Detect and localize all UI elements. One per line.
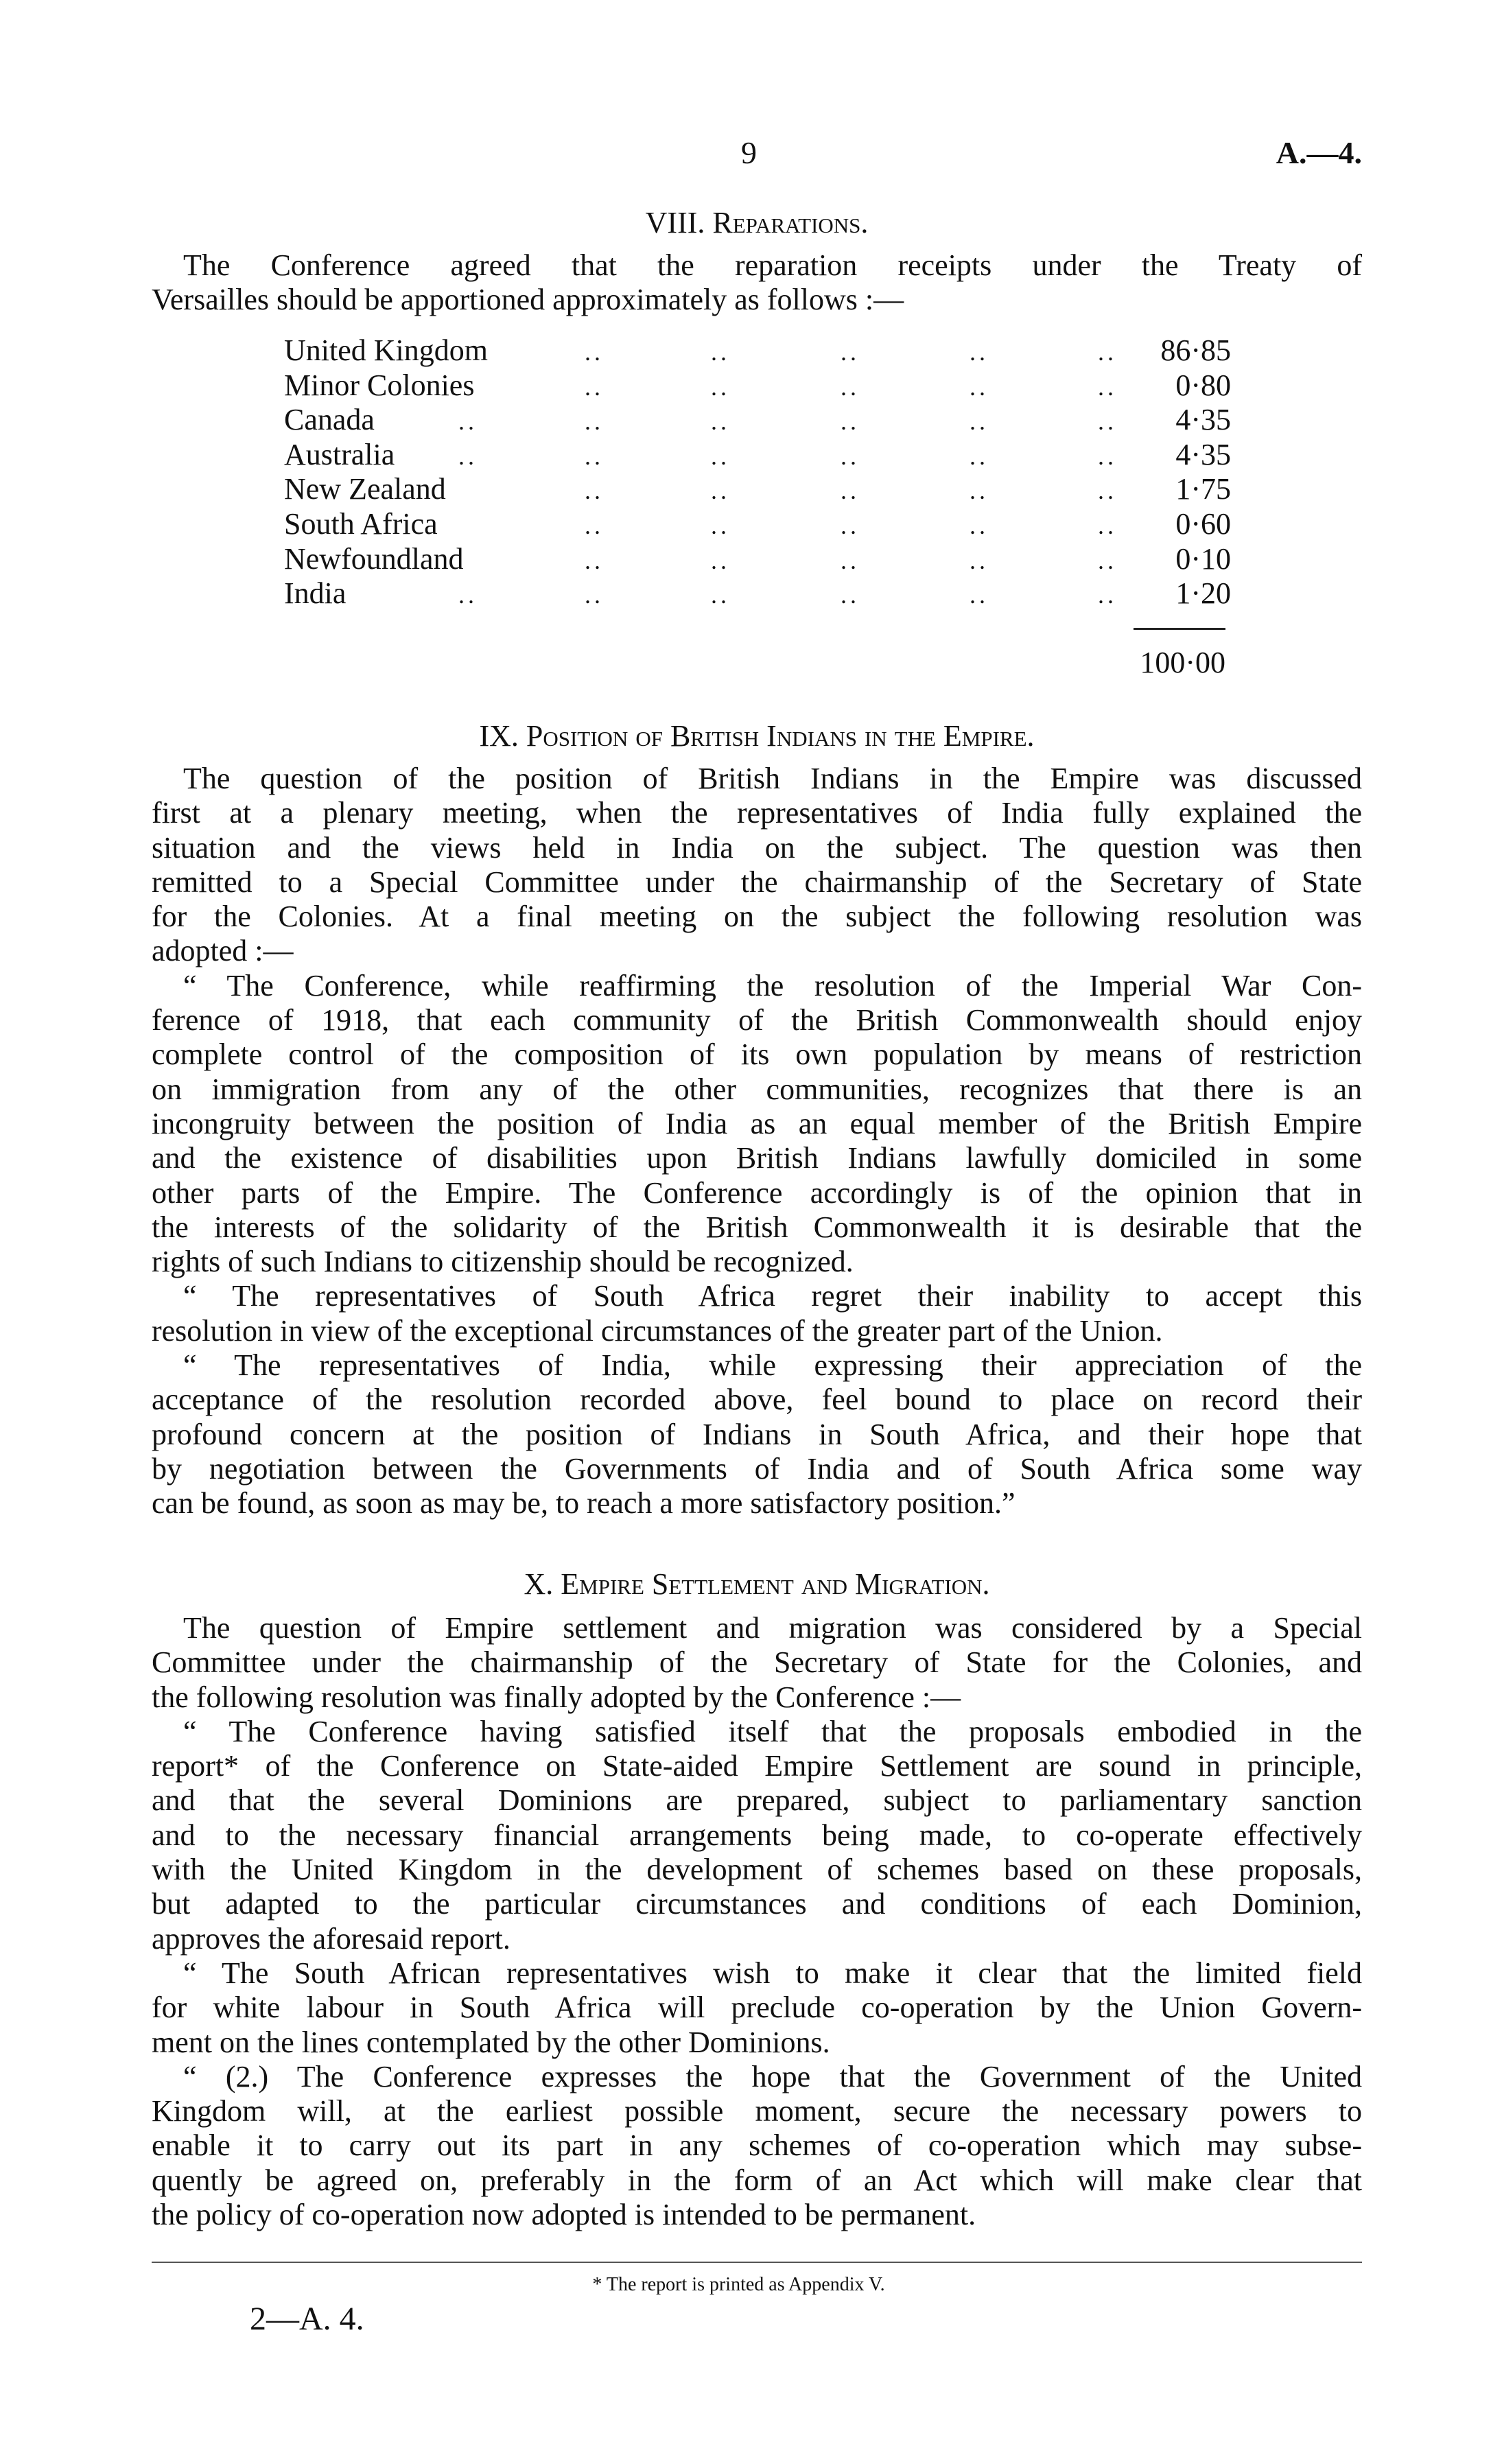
footnote: [0, 2274, 1491, 2296]
leader-dots: [1098, 368, 1112, 405]
leader-dots: [711, 472, 725, 508]
page-number: 9: [741, 135, 757, 170]
share-value: 0·80: [1175, 368, 1231, 402]
text-line: The Conference agreed that the reparation receipts under the Treaty of: [183, 248, 1362, 282]
share-value: 1·20: [1175, 576, 1231, 611]
text-line: resolution in view of the exceptional circumstances of the greater part of the Union.: [152, 1313, 1163, 1348]
share-value: 4·35: [1175, 437, 1231, 471]
share-value: 0·60: [1175, 506, 1231, 541]
text-line: for white labour in South Africa will preclude co-operation by the Union Govern-: [152, 1991, 1362, 2025]
country-name: United Kingdom: [284, 333, 488, 367]
text-line: first at a plenary meeting, when the representatives of India fully explained the: [152, 796, 1362, 830]
leader-dots: [711, 438, 725, 474]
leader-dots: [1098, 507, 1112, 543]
text-line: the interests of the solidarity of the British Commonwealth it is desirable that the: [152, 1210, 1362, 1244]
text-line: “ The representatives of South Africa regret their inability to accept this: [183, 1279, 1362, 1313]
reparations-total: 100·00: [1140, 646, 1225, 679]
text-line: The question of Empire settlement and migration was considered by a Special: [183, 1611, 1362, 1645]
sum-rule: [1134, 628, 1225, 630]
text-line: complete control of the composition of its own population by means of restriction: [152, 1037, 1362, 1072]
text-line: ment on the lines contemplated by the other Dominions.: [152, 2025, 830, 2059]
leader-dots: [1098, 333, 1112, 370]
leader-dots: [585, 576, 599, 613]
leader-dots: [970, 576, 984, 613]
country-name: Minor Colonies: [284, 368, 475, 402]
text-line: profound concern at the position of Indians in South Africa, and their hope that: [152, 1417, 1362, 1451]
leader-dots: [970, 333, 984, 370]
document-reference: A.—4.: [1276, 135, 1362, 170]
text-line: the following resolution was finally adopted by the Conference :—: [152, 1680, 961, 1714]
text-line: “ The Conference having satisfied itself that the proposals embodied in the: [183, 1714, 1362, 1748]
text-line: remitted to a Special Committee under the chairmanship of the Secretary of State: [152, 865, 1362, 899]
leader-dots: [970, 507, 984, 543]
section-8-intro: [152, 248, 1362, 318]
text-line: Versailles should be apportioned approximately as follows :—: [152, 283, 904, 317]
section-10-body: [152, 1611, 1362, 2232]
leader-dots: [970, 403, 984, 439]
share-value: 4·35: [1175, 403, 1231, 437]
leader-dots: [841, 472, 855, 508]
leader-dots: [711, 507, 725, 543]
section-9-body: [152, 762, 1362, 1521]
leader-dots: [585, 542, 599, 578]
text-line: ference of 1918, that each community of the British Commonwealth should enjoy: [152, 1003, 1362, 1037]
country-name: New Zealand: [284, 472, 446, 506]
text-line: situation and the views held in India on the subject. The question was then: [152, 830, 1362, 865]
text-line: Committee under the chairmanship of the Secretary of State for the Colonies, and: [152, 1645, 1362, 1680]
text-line: rights of such Indians to citizenship should be recognized.: [152, 1245, 854, 1279]
leader-dots: [585, 472, 599, 508]
share-value: 1·75: [1175, 472, 1231, 506]
leader-dots: [711, 542, 725, 578]
leader-dots: [841, 507, 855, 543]
leader-dots: [585, 333, 599, 370]
leader-dots: [711, 368, 725, 405]
text-line: quently be agreed on, preferably in the form of an Act which will make clear that: [152, 2163, 1362, 2197]
leader-dots: [841, 542, 855, 578]
text-line: for the Colonies. At a final meeting on the subject the following resolution was: [152, 900, 1362, 934]
text-line: enable it to carry out its part in any schemes of co-operation which may subse-: [152, 2128, 1362, 2163]
leader-dots: [841, 438, 855, 474]
text-line: and that the several Dominions are prepared, subject to parliamentary sanction: [152, 1783, 1362, 1818]
table-row: [284, 438, 1231, 473]
table-row: [284, 472, 1231, 507]
leader-dots: [585, 368, 599, 405]
section-8-heading: VIII. Reparations.: [645, 206, 869, 239]
leader-dots: [711, 576, 725, 613]
leader-dots: [1098, 438, 1112, 474]
leader-dots: [585, 403, 599, 439]
table-row: [284, 576, 1231, 611]
table-row: [284, 403, 1231, 438]
leader-dots: [711, 403, 725, 439]
leader-dots: [711, 333, 725, 370]
table-row: [284, 542, 1231, 577]
text-line: can be found, as soon as may be, to reach a more satisfactory position.”: [152, 1486, 1015, 1521]
country-name: Australia: [284, 437, 395, 471]
leader-dots: [841, 368, 855, 405]
leader-dots: [458, 576, 473, 613]
leader-dots: [585, 438, 599, 474]
text-line: “ The South African representatives wish to make it clear that the limited field: [183, 1956, 1362, 1990]
leader-dots: [970, 542, 984, 578]
section-10-heading: X. Empire Settlement and Migration.: [524, 1567, 990, 1601]
text-line: other parts of the Empire. The Conference accordingly is of the opinion that in: [152, 1175, 1362, 1210]
leader-dots: [585, 507, 599, 543]
country-name: Canada: [284, 403, 375, 437]
leader-dots: [970, 368, 984, 405]
leader-dots: [458, 403, 473, 439]
text-line: on immigration from any of the other communities, recognizes that there is an: [152, 1072, 1362, 1106]
leader-dots: [841, 333, 855, 370]
text-line: by negotiation between the Governments of India and of South Africa some way: [152, 1451, 1362, 1486]
table-row: [284, 507, 1231, 542]
text-line: report* of the Conference on State-aided Empire Settlement are sound in principle,: [152, 1749, 1362, 1783]
text-line: and the existence of disabilities upon British Indians lawfully domiciled in some: [152, 1141, 1362, 1175]
leader-dots: [970, 438, 984, 474]
text-line: and to the necessary financial arrangements being made, to co-operate effectively: [152, 1818, 1362, 1852]
footnote-rule: [152, 2262, 1362, 2263]
leader-dots: [841, 576, 855, 613]
reparations-table: [284, 333, 1231, 611]
text-line: “ The Conference, while reaffirming the resolution of the Imperial War Con-: [183, 968, 1362, 1002]
leader-dots: [841, 403, 855, 439]
text-line: but adapted to the particular circumstances and conditions of each Dominion,: [152, 1887, 1362, 1921]
share-value: 0·10: [1175, 541, 1231, 576]
footnote-text: * The report is printed as Appendix V.: [592, 2274, 885, 2295]
section-9-heading: IX. Position of British Indians in the Empire.: [479, 719, 1035, 753]
text-line: with the United Kingdom in the development of schemes based on these proposals,: [152, 1853, 1362, 1887]
text-line: incongruity between the position of India as an equal member of the British Empire: [152, 1106, 1362, 1140]
table-row: [284, 368, 1231, 403]
text-line: adopted :—: [152, 934, 294, 968]
table-row: [284, 333, 1231, 368]
text-line: “ The representatives of India, while expressing their appreciation of the: [183, 1348, 1362, 1383]
country-name: India: [284, 576, 347, 611]
text-line: approves the aforesaid report.: [152, 1921, 510, 1956]
country-name: Newfoundland: [284, 541, 464, 576]
text-line: Kingdom will, at the earliest possible moment, secure the necessary powers to: [152, 2094, 1362, 2128]
text-line: the policy of co-operation now adopted is intended to be permanent.: [152, 2198, 976, 2232]
leader-dots: [970, 472, 984, 508]
leader-dots: [458, 438, 473, 474]
sheet-signature: 2—A. 4.: [250, 2301, 364, 2337]
leader-dots: [1098, 472, 1112, 508]
leader-dots: [1098, 576, 1112, 613]
country-name: South Africa: [284, 506, 438, 541]
text-line: The question of the position of British Indians in the Empire was discussed: [183, 762, 1362, 795]
leader-dots: [1098, 403, 1112, 439]
text-line: acceptance of the resolution recorded above, feel bound to place on record their: [152, 1383, 1362, 1417]
text-line: “ (2.) The Conference expresses the hope that the Government of the United: [183, 2059, 1362, 2093]
share-value: 86·85: [1160, 333, 1231, 367]
leader-dots: [1098, 542, 1112, 578]
